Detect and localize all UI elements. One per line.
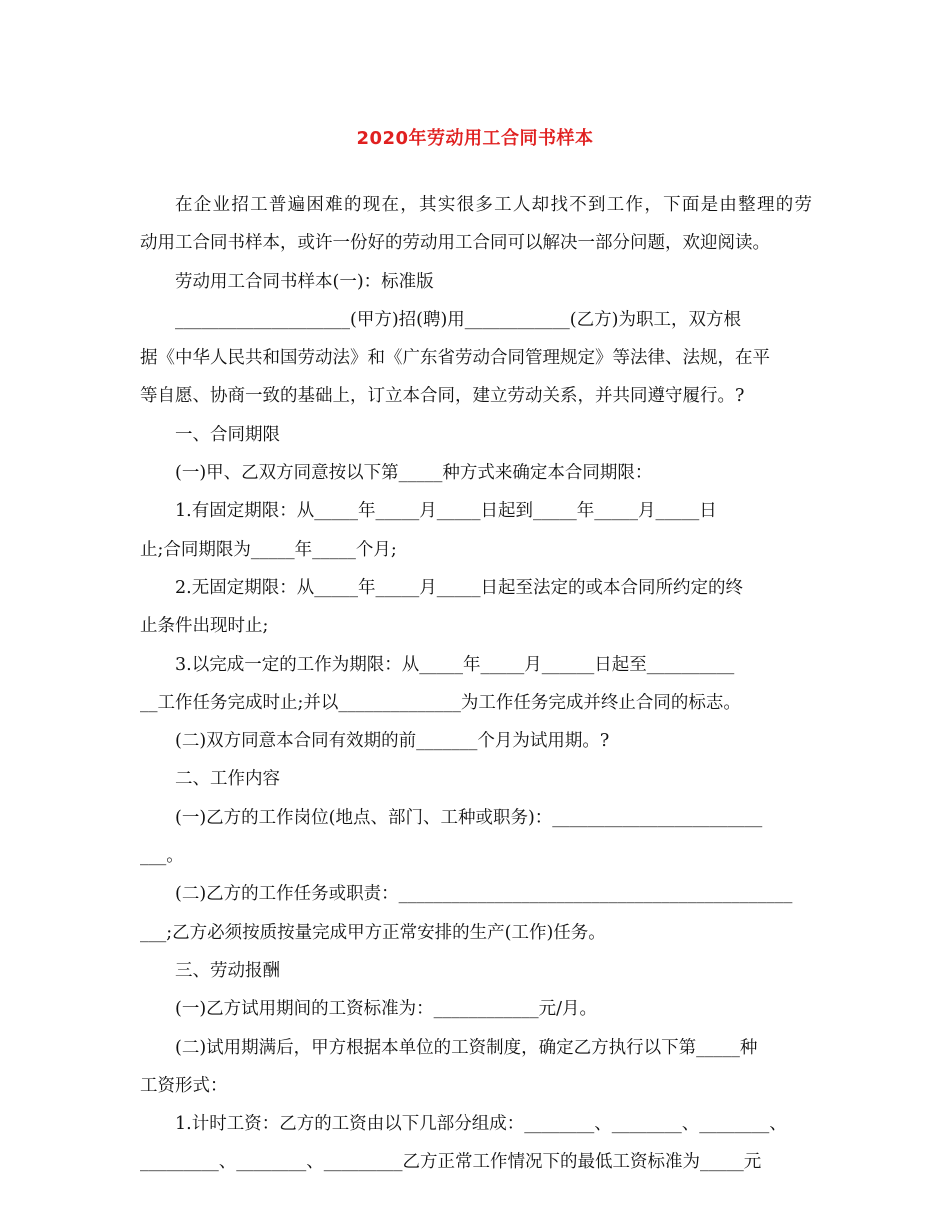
section-heading: 劳动用工合同书样本(一)：标准版 <box>175 271 434 292</box>
paragraph-line: ___;乙方必须按质按量完成甲方正常安排的生产(工作)任务。 <box>140 922 606 943</box>
section-heading: 二、工作内容 <box>175 769 280 790</box>
paragraph-line: (二)试用期满后，甲方根据本单位的工资制度，确定乙方执行以下第_____种 <box>175 1037 758 1058</box>
document-title: 2020年劳动用工合同书样本 <box>356 128 594 149</box>
paragraph-line: 等自愿、协商一致的基础上，订立本合同，建立劳动关系，并共同遵守履行。? <box>140 386 745 407</box>
paragraph-line: 工资形式： <box>140 1075 228 1096</box>
paragraph-line: 动用工合同书样本，或许一份好的劳动用工合同可以解决一部分问题，欢迎阅读。 <box>140 233 770 254</box>
paragraph-line: __工作任务完成时止;并以______________为工作任务完成并终止合同的标志。 <box>140 692 741 713</box>
paragraph-line: 据《中华人民共和国劳动法》和《广东省劳动合同管理规定》等法律、法规，在平 <box>140 348 770 369</box>
paragraph-line: 3.以完成一定的工作为期限：从_____年_____月______日起至__________ <box>175 654 735 675</box>
section-heading: 一、合同期限 <box>175 424 280 445</box>
paragraph-line: (一)乙方的工作岗位(地点、部门、工种或职务)：________________________ <box>175 807 763 828</box>
document-body <box>140 186 812 1182</box>
paragraph-line: _________、________、_________乙方正常工作情况下的最低工资标准为_____元 <box>140 1152 762 1173</box>
section-heading: 三、劳动报酬 <box>175 960 280 981</box>
paragraph-line: 止条件出现时止; <box>140 616 269 637</box>
paragraph-line: ___。 <box>140 846 184 867</box>
paragraph-line: 2.无固定期限：从_____年_____月_____日起至法定的或本合同所约定的终 <box>175 577 743 598</box>
paragraph-line: (一)甲、乙双方同意按以下第_____种方式来确定本合同期限： <box>175 463 653 484</box>
paragraph-line: 止;合同期限为_____年_____个月; <box>140 539 397 560</box>
paragraph-line: (二)双方同意本合同有效期的前_______个月为试用期。? <box>175 731 610 752</box>
paragraph-line: 1.计时工资：乙方的工资由以下几部分组成：________、________、________、 <box>175 1114 787 1135</box>
paragraph-line: ____________________(甲方)招(聘)用____________(乙方)为职工，双方根 <box>175 309 741 330</box>
paragraph-line: 在企业招工普遍困难的现在，其实很多工人却找不到工作，下面是由整理的劳 <box>175 195 812 215</box>
paragraph-line: (一)乙方试用期间的工资标准为：____________元/月。 <box>175 999 598 1020</box>
paragraph-line: (二)乙方的工作任务或职责：_____________________________________________ <box>175 884 793 905</box>
paragraph-line: 1.有固定期限：从_____年_____月_____日起到_____年_____月_____日 <box>175 501 717 522</box>
